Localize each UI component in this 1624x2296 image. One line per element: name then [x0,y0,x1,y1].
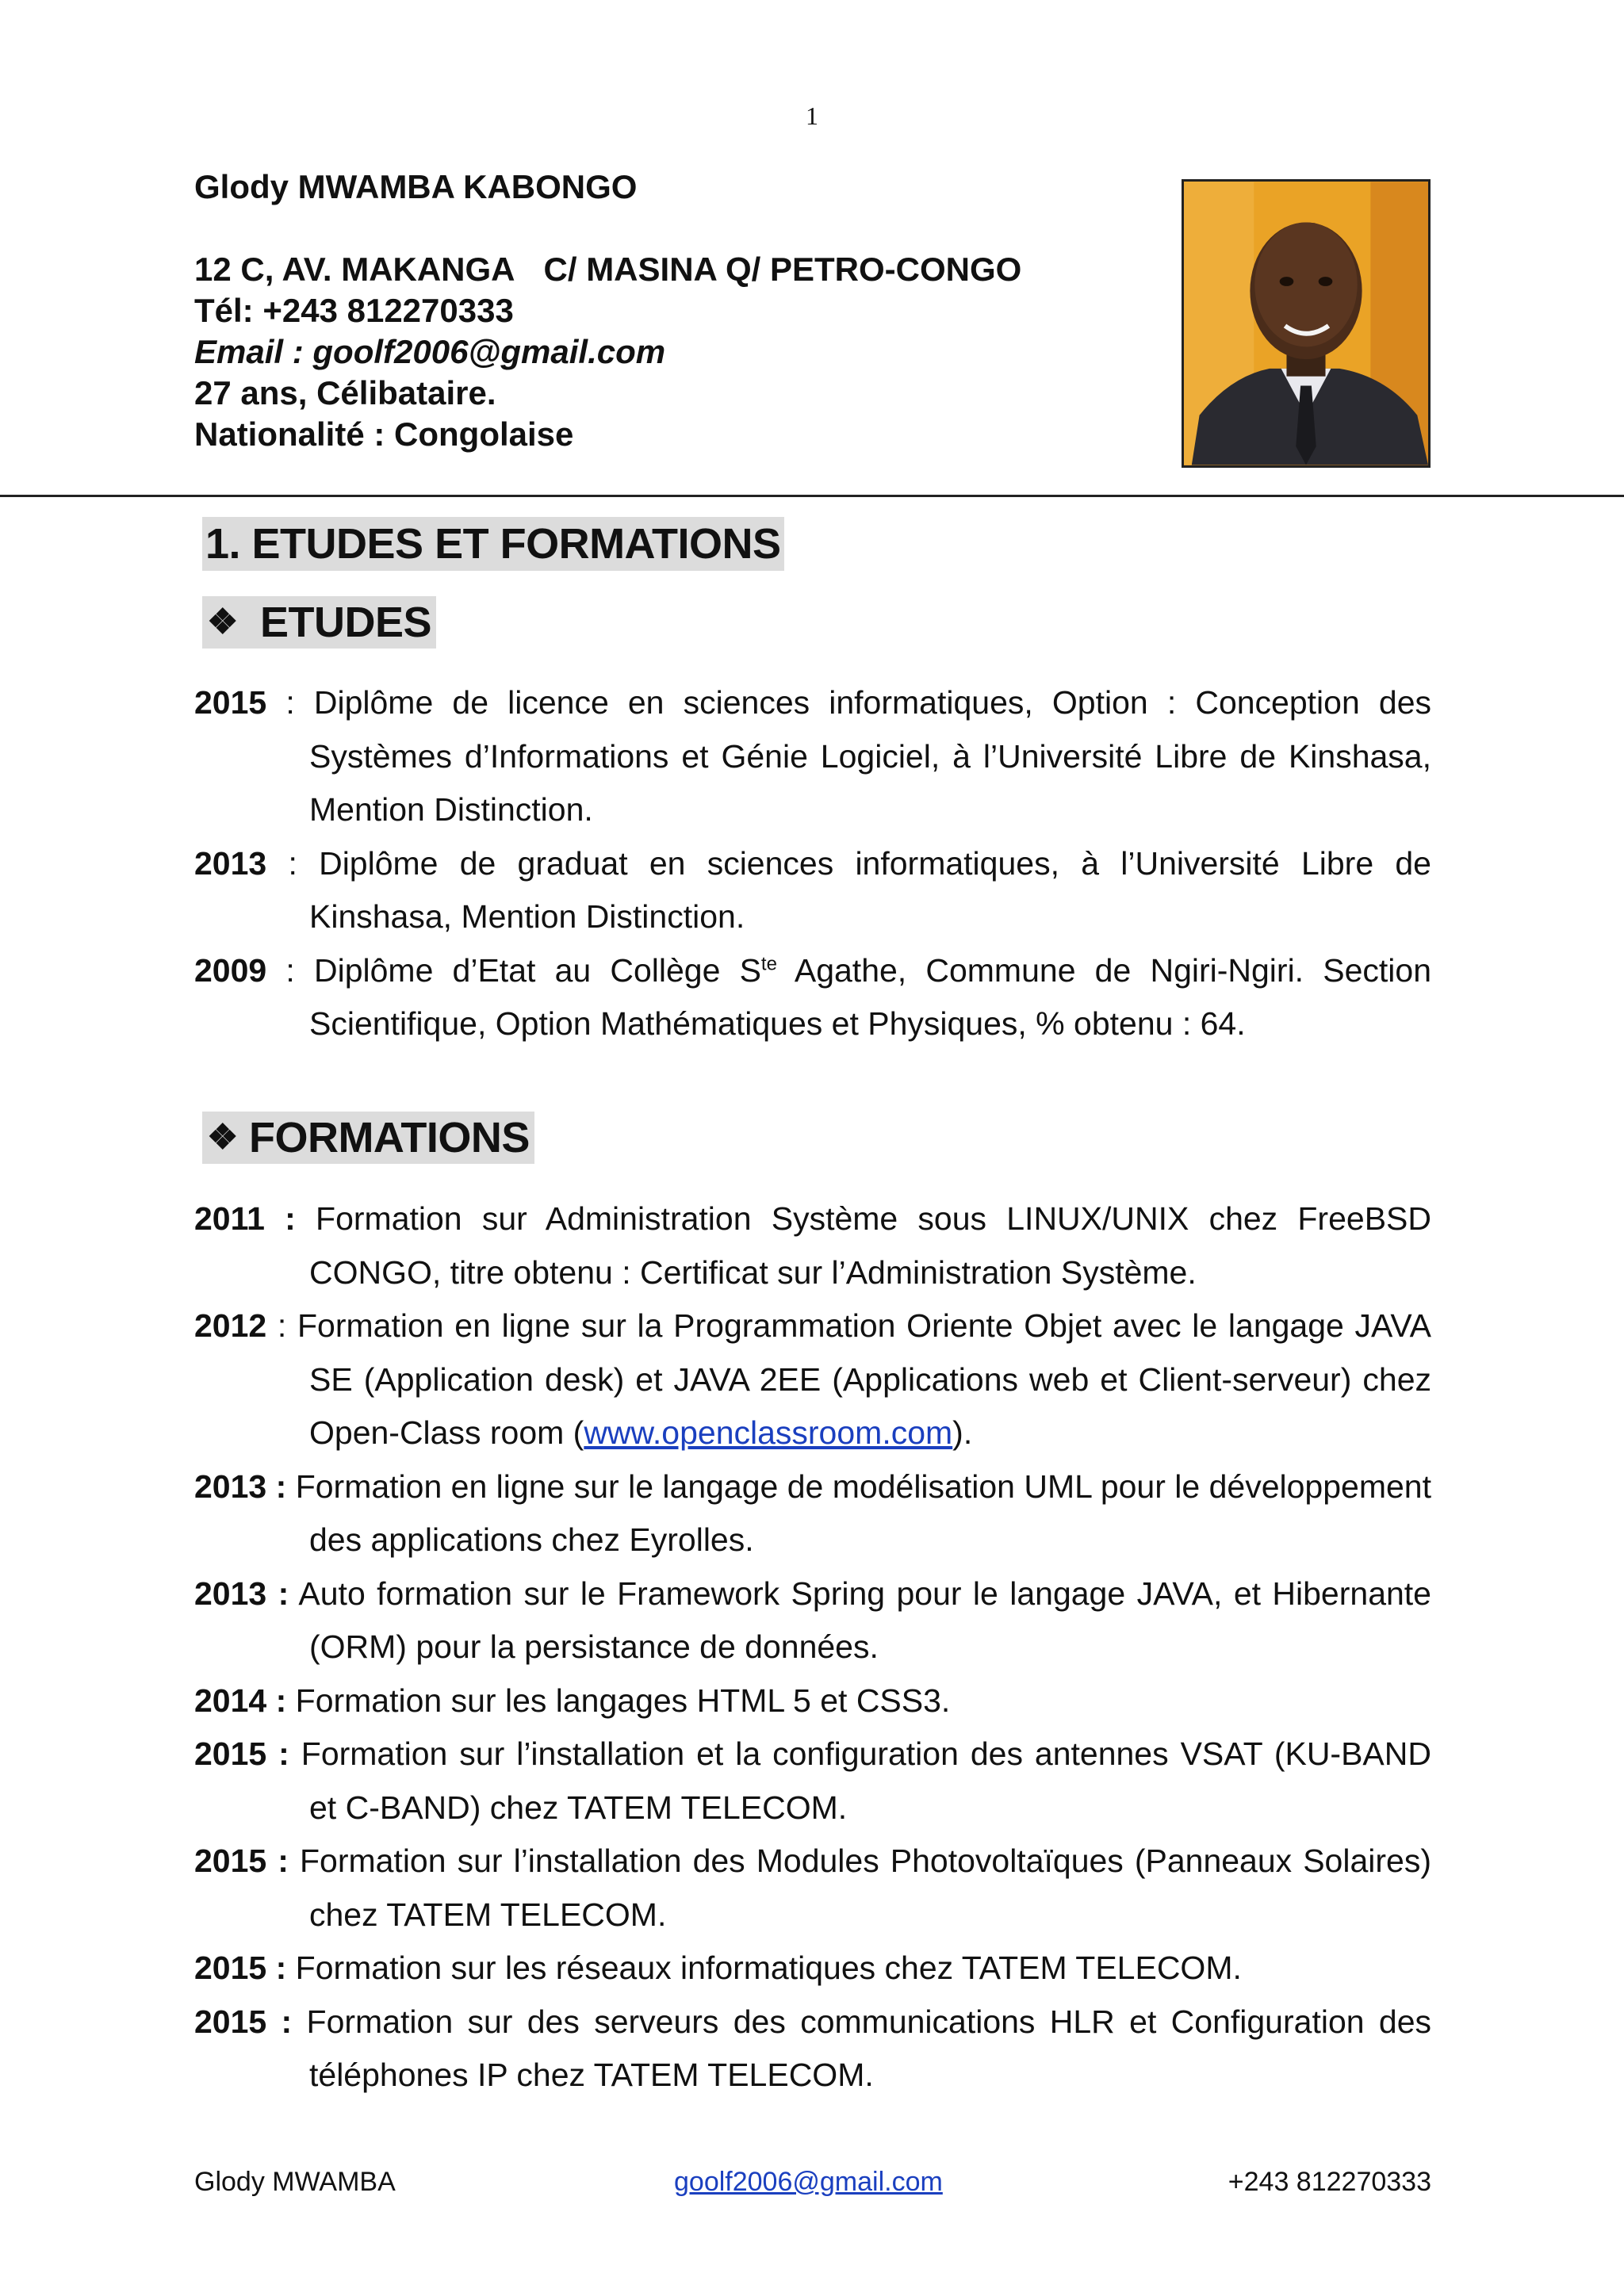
superscript: te [760,952,777,974]
header-divider [0,495,1624,497]
age-status-line: 27 ans, Célibataire. [194,374,496,411]
entry-text: Formation sur l’installation des Modules Photovoltaïques (Panneaux Solaires) chez TATEM TELECOM. [288,1843,1431,1933]
list-item [194,1460,1431,1567]
list-item [194,1835,1431,1942]
subsection-formations [202,1112,534,1164]
openclassroom-link[interactable]: www.openclassroom.com [584,1414,953,1451]
etudes-list [194,676,1431,1051]
list-item: 2015 : Diplôme de licence en sciences informatiques, Option : Conception des Systèmes d’Informations et Génie Logiciel, à l’Université Libre de Kinshasa, Mention Distinction. [194,684,1431,828]
list-item: 2013 : Diplôme de graduat en sciences informatiques, à l’Université Libre de Kinshasa, Mention Distinction. [194,844,1431,935]
entry-text: Diplôme de graduat en sciences informatiques, à l’Université Libre de Kinshasa, Mention Distinction. [309,844,1431,935]
email-line: Email : goolf2006@gmail.com [194,333,666,370]
formations-list [194,1192,1431,2103]
list-item [194,1996,1431,2103]
list-item [194,1567,1431,1674]
entry-year: 2013 [194,844,267,882]
diamond-bullet-icon: ❖ [207,603,238,641]
entry-text: Formation sur Administration Système sous LINUX/UNIX chez FreeBSD CONGO, titre obtenu : Certificat sur l’Administration Système. [295,1200,1431,1291]
entry-text: Formation sur des serveurs des communications HLR et Configuration des téléphones IP chez TATEM TELECOM. [292,2003,1431,2093]
entry-text: Formation sur les langages HTML 5 et CSS3. [286,1682,951,1719]
entry-text: Auto formation sur le Framework Spring pour le langage JAVA, et Hibernante (ORM) pour la persistance de données. [289,1575,1431,1665]
list-item [194,1728,1431,1835]
subsection-etudes [202,596,436,649]
entry-year: 2014 : [194,1682,287,1719]
entry-year: 2015 : [194,2003,293,2040]
page-footer [194,2164,1431,2199]
list-item: 2012 : Formation en ligne sur la Programmation Oriente Objet avec le langage JAVA SE (Application desk) et JAVA 2EE (Applications web et Client-serveur) chez Open-Class room (www.openclassroom.com). [194,1307,1431,1451]
entry-year: 2009 [194,951,267,989]
entry-text: Formation en ligne sur la Programmation Oriente Objet avec le langage JAVA SE (Application desk) et JAVA 2EE (Applications web et Client-serveur) chez Open-Class room ( [297,1307,1431,1451]
footer-name: Glody MWAMBA [194,2167,396,2197]
entry-text: Formation en ligne sur le langage de modélisation UML pour le développement des applications chez Eyrolles. [286,1468,1431,1558]
page-number: 1 [806,101,818,130]
entry-text: Diplôme d’Etat au Collège S [313,951,761,989]
subsection-formations-title: FORMATIONS [248,1114,530,1161]
entry-text: Formation sur l’installation et la configuration des antennes VSAT (KU-BAND et C-BAND) chez TATEM TELECOM. [289,1735,1431,1826]
entry-year: 2015 : [194,1950,287,1986]
entry-year: 2012 [194,1307,267,1344]
phone-line: Tél: +243 812270333 [194,292,514,329]
entry-year: 2015 [194,684,267,721]
entry-year: 2013 : [194,1575,289,1612]
entry-text: Formation sur les réseaux informatiques chez TATEM TELECOM. [286,1950,1242,1986]
section-title-etudes-formations: 1. ETUDES ET FORMATIONS [202,517,784,571]
address-line [194,249,1146,290]
nationality-line: Nationalité : Congolaise [194,415,574,453]
diamond-bullet-icon: ❖ [207,1118,238,1157]
list-item [194,1674,1431,1728]
entry-year: 2013 : [194,1468,287,1505]
entry-text: Diplôme de licence en sciences informatiques, Option : Conception des Systèmes d’Informations et Génie Logiciel, à l’Université Libre de Kinshasa, Mention Distinction. [309,684,1431,828]
candidate-name: Glody MWAMBA KABONGO [194,168,638,205]
entry-year: 2015 : [194,1843,289,1879]
subsection-etudes-title: ETUDES [259,599,431,646]
footer-phone: +243 812270333 [1228,2167,1431,2197]
address-district: C/ MASINA Q/ PETRO-CONGO [543,251,1022,288]
list-item: 2009 : Diplôme d’Etat au Collège $S^{te}$ Agathe, Commune de Ngiri-Ngiri. Section Scientifique, Option Mathématiques et Physiques, % obtenu : 64. [194,951,1432,1042]
entry-year: 2015 : [194,1735,289,1772]
cv-header [194,166,1146,455]
list-item [194,1192,1431,1299]
list-item [194,1942,1431,1996]
profile-photo [1182,179,1431,468]
entry-year: 2011 : [194,1200,296,1237]
address-street: 12 C, AV. MAKANGA [194,251,515,288]
footer-email-link[interactable]: goolf2006@gmail.com [674,2167,943,2197]
